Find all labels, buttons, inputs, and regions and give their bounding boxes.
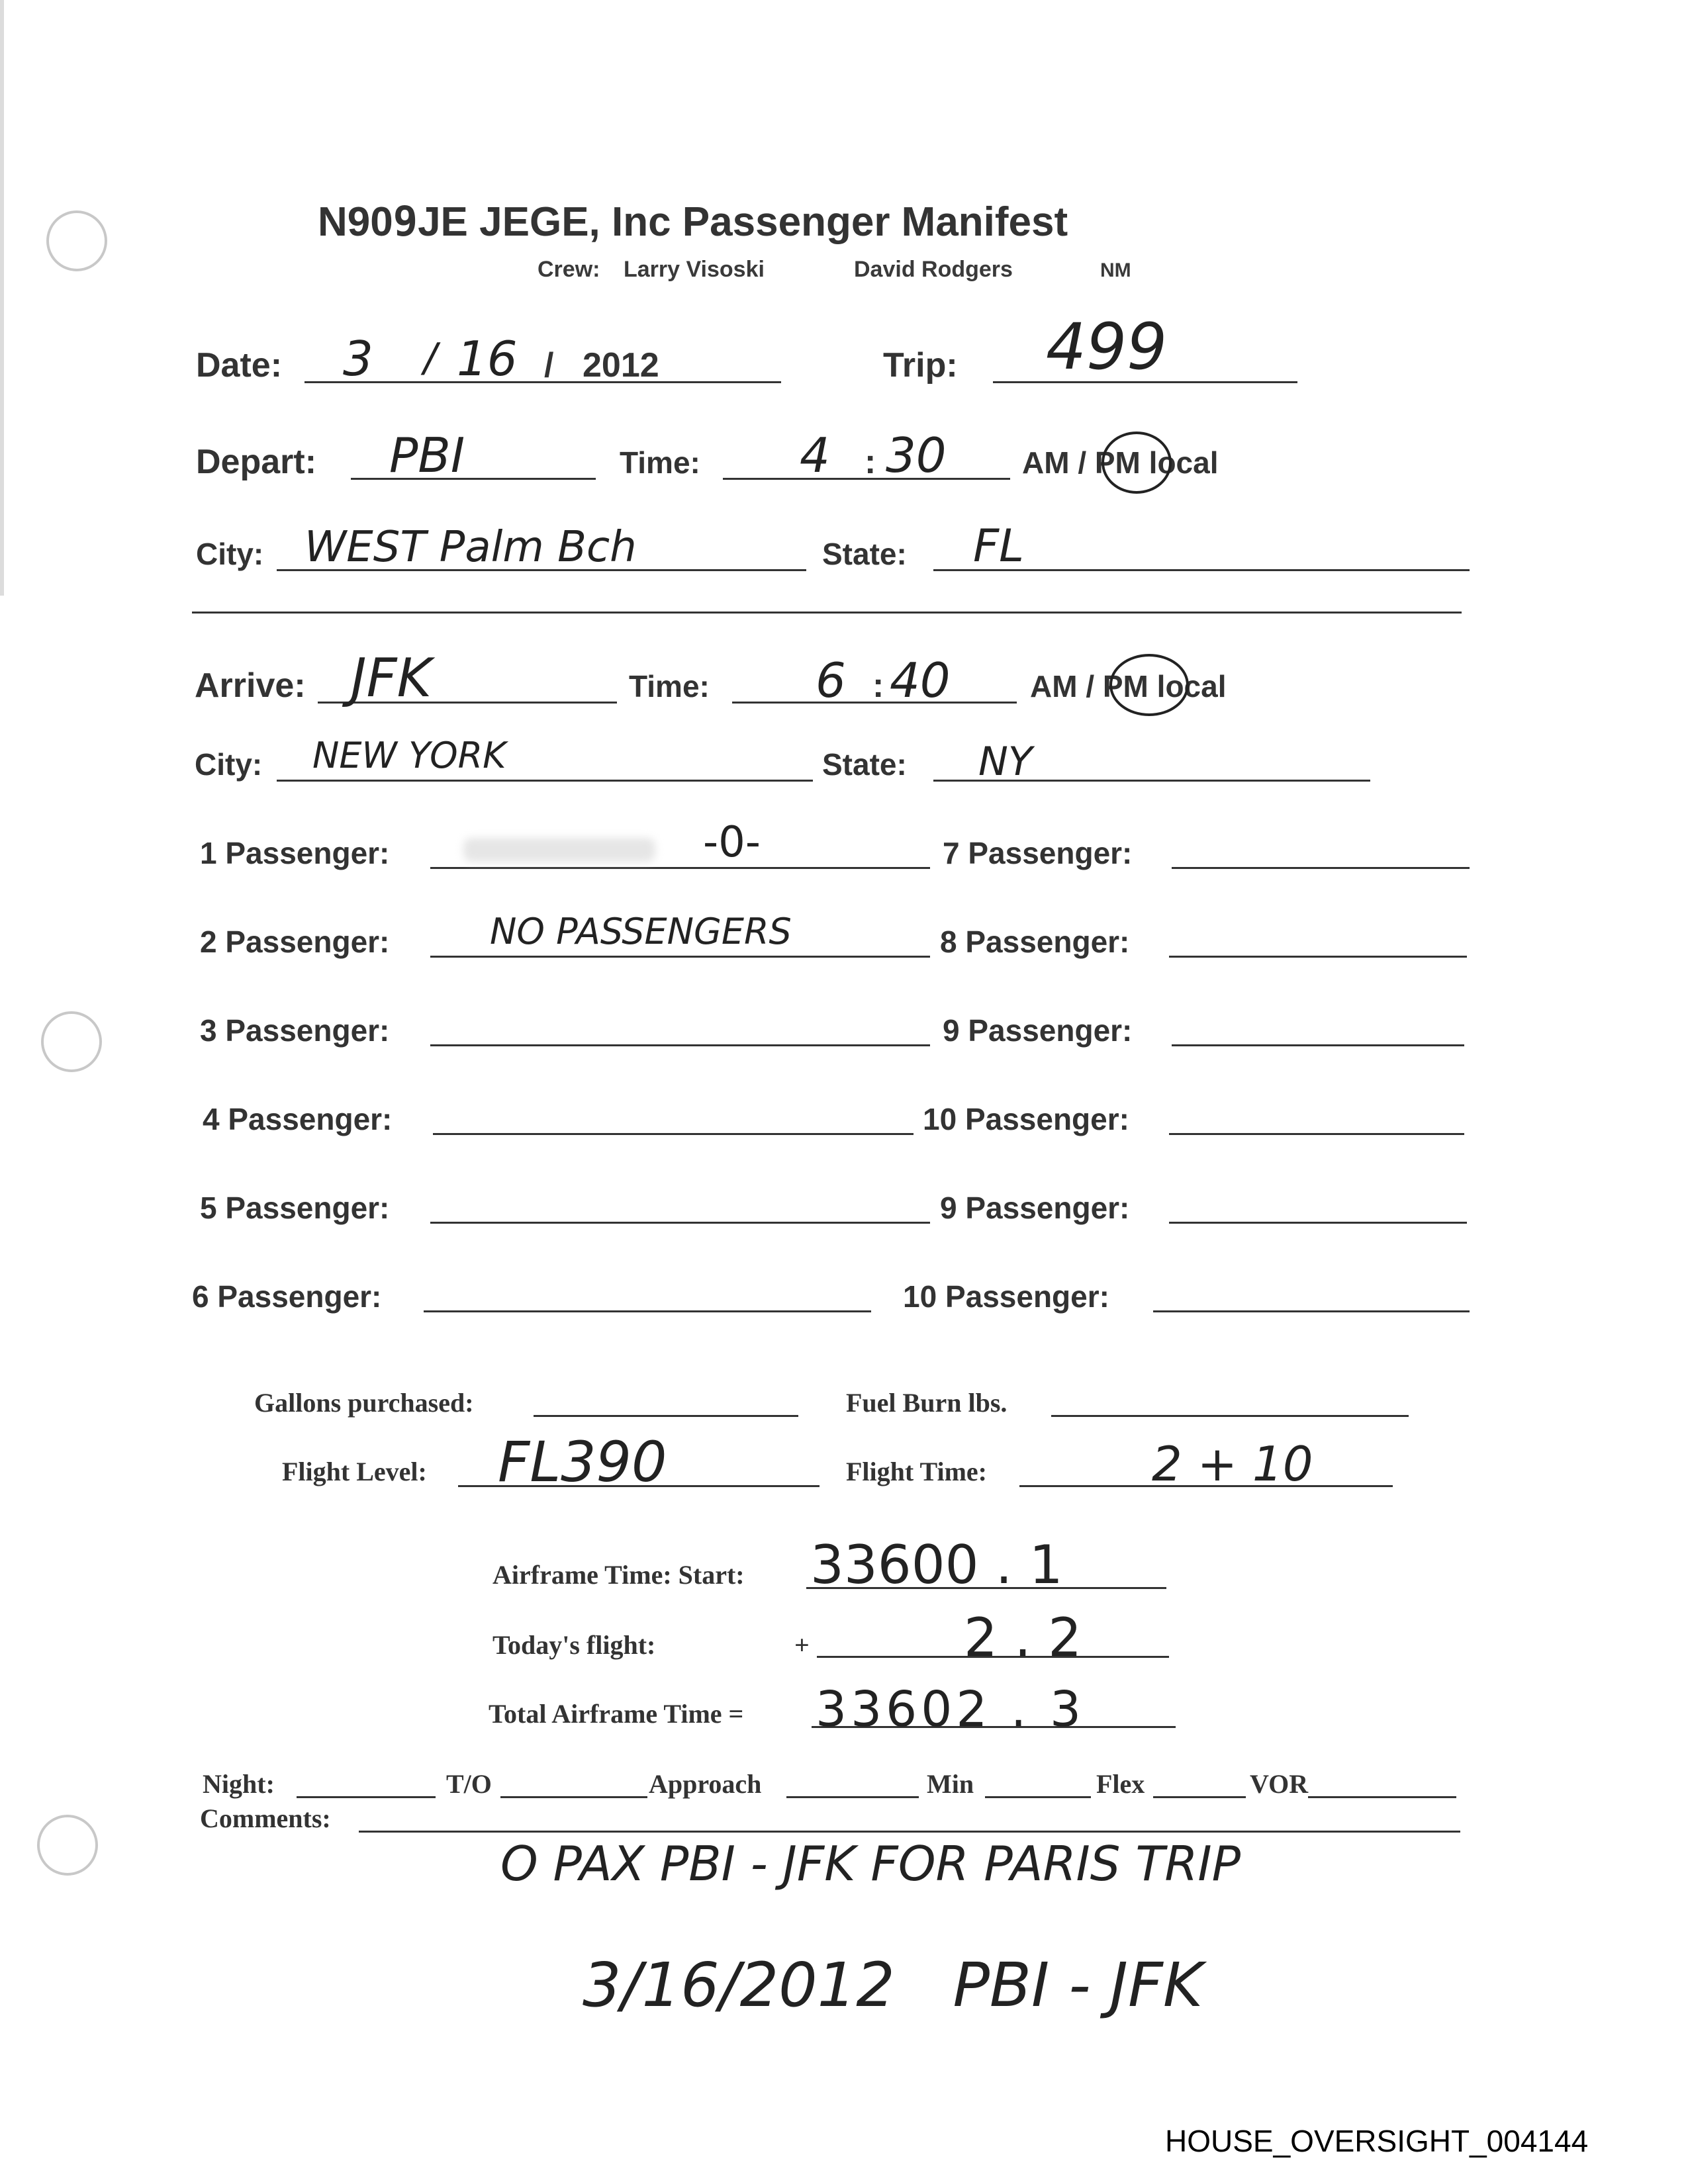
vor-line (1308, 1796, 1456, 1798)
depart-pm-circle (1102, 432, 1172, 494)
passenger-8-line (1169, 956, 1467, 958)
trip-label: Trip: (883, 346, 958, 385)
date-day: 16 (457, 331, 518, 387)
page-edge-shadow (0, 0, 4, 596)
passenger-5-label: 5 Passenger: (200, 1191, 390, 1225)
passenger-2-line (430, 956, 930, 958)
passenger-10b-line (1153, 1310, 1470, 1312)
crew-label: Crew: (538, 257, 600, 282)
crew-name-3: NM (1100, 259, 1131, 281)
arrive-time-hour: 6 (816, 653, 846, 708)
takeoff-line (500, 1796, 647, 1798)
comments-line (359, 1831, 1460, 1833)
night-line (297, 1796, 436, 1798)
depart-state-label: State: (822, 537, 907, 571)
arrive-city-label: City: (195, 747, 263, 782)
comments-label: Comments: (200, 1803, 331, 1833)
flight-time-label: Flight Time: (846, 1457, 987, 1486)
depart-ampm-local: AM / PM local (1022, 445, 1219, 480)
binder-hole-bottom (37, 1815, 98, 1876)
bottom-handwritten-note: 3/16/2012 PBI - JFK (583, 1950, 1203, 2021)
min-label: Min (927, 1769, 974, 1799)
night-label: Night: (203, 1769, 275, 1799)
arrive-pm-circle (1109, 654, 1189, 716)
depart-time-label: Time: (620, 445, 700, 480)
passenger-7-line (1172, 867, 1470, 869)
total-airframe-label: Total Airframe Time = (489, 1699, 744, 1729)
depart-time-hour: 4 (800, 428, 830, 483)
date-sep-1: / (424, 335, 438, 381)
passenger-4-line (433, 1133, 914, 1135)
depart-time-colon: : (865, 443, 876, 481)
airframe-start-value: 33600 . 1 (810, 1534, 1063, 1596)
todays-flight-value: 2 . 2 (964, 1607, 1082, 1668)
fuel-burn-line (1051, 1415, 1409, 1417)
date-month: 3 (343, 331, 373, 387)
passenger-10a-line (1169, 1133, 1464, 1135)
passenger-2-label: 2 Passenger: (200, 925, 390, 959)
date-label: Date: (196, 346, 283, 385)
gallons-purchased-line (534, 1415, 798, 1417)
vor-label: VOR (1250, 1769, 1309, 1799)
crew-name-2: David Rodgers (854, 257, 1013, 282)
date-line (305, 381, 781, 383)
flight-level-value: FL390 (498, 1430, 667, 1494)
passenger-10a-label: 10 Passenger: (923, 1102, 1129, 1136)
arrive-time-minutes: 40 (890, 653, 951, 708)
total-airframe-value: 33602 . 3 (816, 1681, 1086, 1738)
approach-line (786, 1796, 919, 1798)
depart-state-value: FL (973, 520, 1024, 572)
passenger-4-label: 4 Passenger: (203, 1102, 393, 1136)
arrive-city-value: NEW YORK (312, 735, 506, 776)
passenger-9b-label: 9 Passenger: (940, 1191, 1130, 1225)
title-prefix: N90 (318, 199, 393, 245)
crew-name-1: Larry Visoski (624, 257, 765, 282)
comments-value: O PAX PBI - JFK FOR PARIS TRIP (500, 1836, 1241, 1891)
passenger-9a-label: 9 Passenger: (943, 1013, 1133, 1048)
todays-flight-plus: + (794, 1630, 810, 1660)
date-year: 2012 (583, 346, 659, 385)
bates-number: HOUSE_OVERSIGHT_004144 (1165, 2124, 1589, 2158)
gallons-purchased-label: Gallons purchased: (254, 1388, 474, 1418)
trip-number: 499 (1046, 310, 1168, 384)
flex-line (1153, 1796, 1246, 1798)
arrive-state-value: NY (978, 739, 1033, 785)
passenger-9b-line (1169, 1222, 1467, 1224)
arrive-label: Arrive: (195, 666, 306, 705)
passenger-6-label: 6 Passenger: (192, 1279, 382, 1314)
takeoff-label: T/O (446, 1769, 492, 1799)
passenger-1-label: 1 Passenger: (200, 836, 390, 870)
passenger-2-value: NO PASSENGERS (490, 911, 792, 952)
manifest-title (318, 197, 1068, 246)
passenger-1-value: -0- (703, 818, 761, 867)
date-sep-2: / (544, 346, 554, 385)
min-line (985, 1796, 1091, 1798)
depart-label: Depart: (196, 443, 317, 481)
arrive-ampm-local: AM / PM local (1030, 669, 1227, 704)
arrive-state-label: State: (822, 747, 907, 782)
title-rest: JE JEGE, Inc Passenger Manifest (418, 199, 1068, 245)
passenger-10b-label: 10 Passenger: (903, 1279, 1109, 1314)
flight-time-value: 2 + 10 (1152, 1436, 1313, 1492)
passenger-3-label: 3 Passenger: (200, 1013, 390, 1048)
passenger-6-line (424, 1310, 871, 1312)
binder-hole-top (46, 210, 107, 271)
flex-label: Flex (1096, 1769, 1145, 1799)
passenger-3-line (430, 1044, 930, 1046)
depart-extra-line (192, 612, 1462, 614)
depart-airport: PBI (389, 428, 465, 483)
depart-city-value: WEST Palm Bch (305, 523, 637, 572)
binder-hole-middle (41, 1011, 102, 1072)
passenger-1-redacted-name (463, 838, 655, 862)
todays-flight-label: Today's flight: (492, 1630, 656, 1660)
passenger-9a-line (1172, 1044, 1464, 1046)
arrive-airport: JFK (351, 647, 432, 709)
approach-label: Approach (649, 1769, 762, 1799)
passenger-5-line (430, 1222, 930, 1224)
depart-line (351, 478, 596, 480)
fuel-burn-label: Fuel Burn lbs. (846, 1388, 1008, 1418)
passenger-1-line (430, 867, 930, 869)
arrive-time-label: Time: (629, 669, 710, 704)
arrive-city-line (277, 780, 813, 782)
depart-city-label: City: (196, 537, 264, 571)
flight-level-label: Flight Level: (282, 1457, 427, 1486)
title-overwritten-digit: 9 (393, 197, 418, 246)
depart-time-minutes: 30 (886, 428, 947, 483)
arrive-time-colon: : (872, 666, 884, 705)
airframe-start-label: Airframe Time: Start: (492, 1560, 745, 1590)
passenger-8-label: 8 Passenger: (940, 925, 1130, 959)
passenger-7-label: 7 Passenger: (943, 836, 1133, 870)
